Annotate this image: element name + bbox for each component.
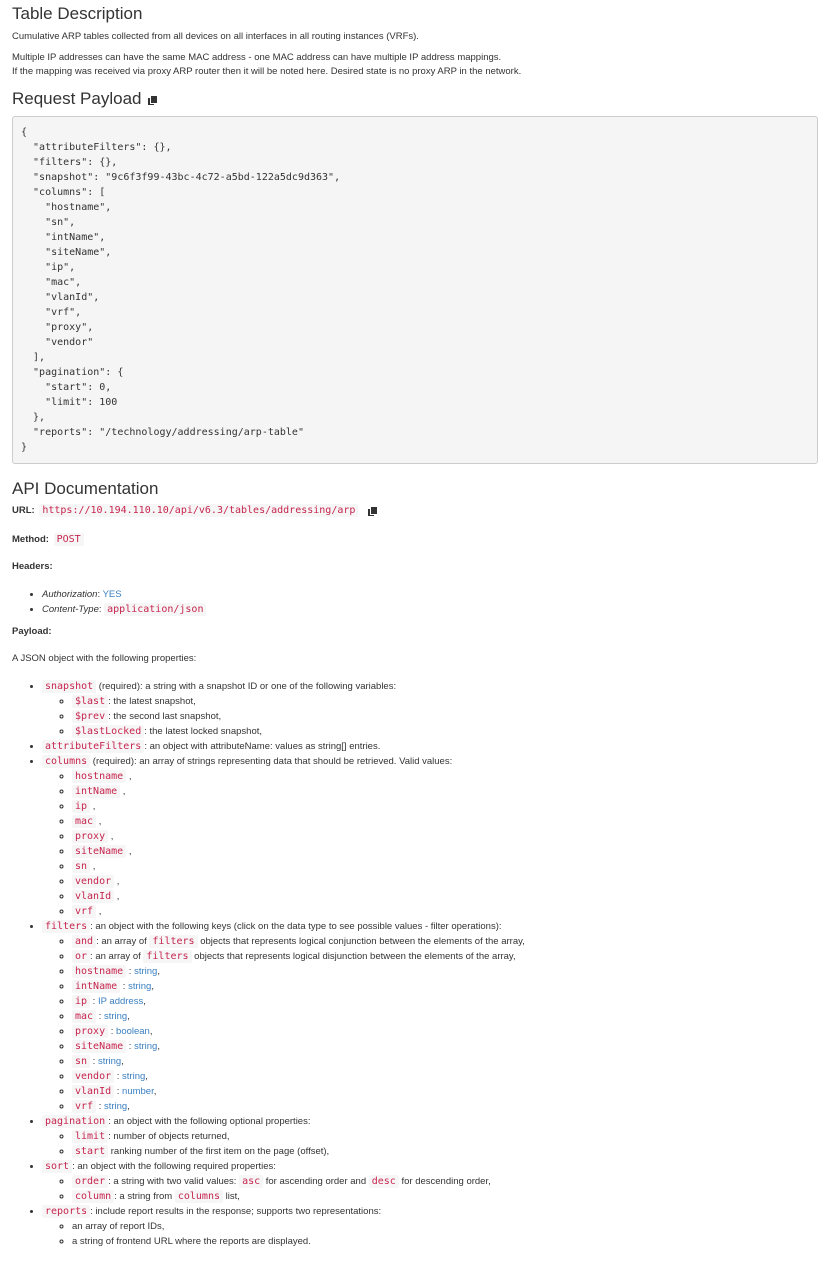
header-auth-key: Authorization (42, 589, 98, 600)
text: for descending order, (398, 1176, 491, 1187)
payload-intro: A JSON object with the following properties: (12, 653, 197, 664)
table-description-heading: Table Description (12, 4, 143, 23)
list-item (72, 784, 818, 799)
sep: , (116, 876, 120, 887)
headers-label: Headers: (12, 561, 53, 572)
prop-reports-name: reports (42, 1205, 90, 1218)
filter-type-link[interactable]: number (122, 1086, 154, 1097)
list-item (72, 1129, 818, 1144)
filter-type-link[interactable]: string (134, 1041, 158, 1052)
text: : an array of (90, 951, 144, 962)
text: objects that represents logical conjunction between the elements of the array, (197, 936, 525, 947)
prop-snapshot (42, 679, 818, 739)
filter-key: vendor (72, 1070, 114, 1083)
var-desc: : the latest locked snapshot, (144, 726, 263, 737)
list-item (72, 1144, 818, 1159)
filter-or: or (72, 950, 90, 963)
method-value: POST (54, 533, 84, 546)
text: objects that represents logical disjunction between the elements of the array, (191, 951, 516, 962)
column-value: vlanId (72, 890, 114, 903)
pagination-limit: limit (72, 1130, 108, 1143)
pagination-start: start (72, 1145, 108, 1158)
list-item (72, 829, 818, 844)
code: asc (239, 1175, 263, 1188)
var-name: $last (72, 695, 108, 708)
filter-type-link[interactable]: IP address (97, 996, 144, 1007)
text: : a string with two valid values: (108, 1176, 240, 1187)
url-row (12, 504, 818, 518)
list-item: ◦ proxy : boolean, (72, 1024, 818, 1039)
filter-type-link[interactable]: string (134, 966, 158, 977)
prop-columns (42, 754, 818, 919)
reports-list (42, 1219, 818, 1249)
list-item: ◦ hostname : string, (72, 964, 818, 979)
prop-sort-name: sort (42, 1160, 72, 1173)
list-item (72, 949, 818, 964)
column-value: vrf (72, 905, 96, 918)
var-desc: : the second last snapshot, (108, 711, 222, 722)
list-item: ◦ mac : string, (72, 1009, 818, 1024)
sort-list (42, 1174, 818, 1204)
prop-columns-name: columns (42, 755, 90, 768)
sep: , (116, 891, 120, 902)
table-description-para-1: Cumulative ARP tables collected from all devices on all interfaces in all routing instances (VRFs). (12, 31, 419, 42)
list-item: ◦ ip : IP address, (72, 994, 818, 1009)
var-name: $lastLocked (72, 725, 144, 738)
table-description-para-3: If the mapping was received via proxy ARP router then it will be noted here. Desired state is no proxy ARP in the network. (12, 66, 522, 77)
list-item (72, 694, 818, 709)
prop-sort (42, 1159, 818, 1204)
url-label: URL: (12, 505, 35, 516)
method-row (12, 533, 818, 547)
column-value: sn (72, 860, 90, 873)
list-item (72, 709, 818, 724)
prop-snapshot-name: snapshot (42, 680, 96, 693)
code: filters (149, 935, 197, 948)
prop-filters (42, 919, 818, 1114)
filters-keys-list (42, 934, 818, 1114)
url-value: https://10.194.110.10/api/v6.3/tables/addressing/arp (39, 504, 358, 517)
prop-sort-desc: : an object with the following required properties: (72, 1161, 276, 1172)
sep: , (128, 846, 132, 857)
header-content-type: • Content-Type: application/json (42, 602, 818, 617)
filter-type-link[interactable]: string (103, 1101, 128, 1112)
filter-key: siteName (72, 1040, 126, 1053)
method-label: Method: (12, 534, 49, 545)
sep: , (110, 831, 114, 842)
filter-type-link[interactable]: boolean (116, 1026, 150, 1037)
var-desc: : the latest snapshot, (108, 696, 196, 707)
payload-properties-list (12, 679, 818, 1249)
list-item: ◦ vendor : string, (72, 1069, 818, 1084)
filter-key: mac (72, 1010, 96, 1023)
api-documentation-heading: API Documentation (12, 479, 159, 498)
prop-attribute-filters (42, 739, 818, 754)
pagination-list (42, 1129, 818, 1159)
text: : an array of (96, 936, 150, 947)
list-item: ◦ siteName : string, (72, 1039, 818, 1054)
text: : a string from (114, 1191, 175, 1202)
filter-type-link[interactable]: string (122, 1071, 146, 1082)
filter-key: vrf (72, 1100, 96, 1113)
copy-url-icon[interactable] (367, 506, 375, 515)
filter-key: proxy (72, 1025, 108, 1038)
prop-filters-name: filters (42, 920, 90, 933)
prop-reports-desc: : include report results in the response; supports two representations: (90, 1206, 382, 1217)
sep: , (128, 771, 132, 782)
list-item (72, 1174, 818, 1189)
sort-column: column (72, 1190, 114, 1203)
list-item (72, 1189, 818, 1204)
list-item (72, 769, 818, 784)
filter-type-link[interactable]: string (128, 981, 152, 992)
header-auth-value: YES (102, 589, 122, 600)
filter-type-link[interactable]: string (97, 1056, 122, 1067)
text: : number of objects returned, (108, 1131, 230, 1142)
copy-icon[interactable] (147, 95, 155, 104)
filter-key: sn (72, 1055, 90, 1068)
list-item (72, 874, 818, 889)
filter-key: vlanId (72, 1085, 114, 1098)
list-item: ◦ sn : string, (72, 1054, 818, 1069)
code: columns (175, 1190, 223, 1203)
request-payload-heading (12, 88, 818, 110)
list-item: ◦ intName : string, (72, 979, 818, 994)
var-name: $prev (72, 710, 108, 723)
filter-and: and (72, 935, 96, 948)
column-value: proxy (72, 830, 108, 843)
sep: , (98, 906, 102, 917)
prop-snapshot-desc: (required): a string with a snapshot ID or one of the following variables: (96, 681, 397, 692)
prop-pagination-name: pagination (42, 1115, 108, 1128)
list-item (72, 904, 818, 919)
list-item: ◦ vlanId : number, (72, 1084, 818, 1099)
column-value: vendor (72, 875, 114, 888)
filter-type-link[interactable]: string (103, 1011, 128, 1022)
prop-attribute-filters-desc: : an object with attributeName: values as string[] entries. (144, 741, 381, 752)
columns-values-list (42, 769, 818, 919)
list-item: ◦ a string of frontend URL where the reports are displayed. (72, 1234, 818, 1249)
payload-label: Payload: (12, 626, 52, 637)
list-item (72, 814, 818, 829)
prop-columns-desc: (required): an array of strings representing data that should be retrieved. Valid values: (90, 756, 453, 767)
column-value: siteName (72, 845, 126, 858)
api-documentation-section (12, 478, 818, 1249)
column-value: intName (72, 785, 120, 798)
header-ct-value: application/json (104, 603, 206, 616)
prop-reports (42, 1204, 818, 1249)
list-item: ◦ an array of report IDs, (72, 1219, 818, 1234)
filter-key: ip (72, 995, 90, 1008)
prop-filters-desc: : an object with the following keys (click on the data type to see possible values - filter operations): (90, 921, 502, 932)
filter-key: hostname (72, 965, 126, 978)
list-item (72, 724, 818, 739)
sep: , (98, 816, 102, 827)
text: for ascending order and (263, 1176, 369, 1187)
header-ct-key: Content-Type (42, 604, 99, 615)
column-value: mac (72, 815, 96, 828)
request-payload-title: Request Payload (12, 89, 142, 108)
text: ranking number of the first item on the page (offset), (108, 1146, 330, 1157)
request-payload-code: { "attributeFilters": {}, "filters": {}, "snapshot": "9c6f3f99-43bc-4c72-a5bd-122a5dc9d363", "columns": [ "hostname", "sn", "intName", "siteName", "ip", "mac", "vlanId", "vrf", "proxy", "vendor" ], "pagination": { "start": 0, "limit": 100 }, "reports": "/technology/addressing/arp-table" } (12, 116, 818, 464)
list-item (72, 844, 818, 859)
filter-key: intName (72, 980, 120, 993)
prop-pagination-desc: : an object with the following optional properties: (108, 1116, 311, 1127)
prop-pagination (42, 1114, 818, 1159)
sep: , (92, 861, 96, 872)
sep: , (92, 801, 96, 812)
text: list, (223, 1191, 240, 1202)
sort-order: order (72, 1175, 108, 1188)
column-value: ip (72, 800, 90, 813)
code: filters (143, 950, 191, 963)
list-item (72, 889, 818, 904)
list-item (72, 859, 818, 874)
snapshot-vars-list (42, 694, 818, 739)
list-item: ◦ vrf : string, (72, 1099, 818, 1114)
list-item (72, 799, 818, 814)
table-description-para-2: Multiple IP addresses can have the same MAC address - one MAC address can have multiple IP address mappings. (12, 52, 502, 63)
sep: , (122, 786, 126, 797)
prop-attribute-filters-name: attributeFilters (42, 740, 144, 753)
request-payload-section (12, 88, 818, 464)
column-value: hostname (72, 770, 126, 783)
table-description-section (12, 0, 818, 79)
list-item (72, 934, 818, 949)
headers-list (12, 587, 818, 617)
header-authorization: • Authorization: YES (42, 587, 818, 602)
code: desc (369, 1175, 399, 1188)
